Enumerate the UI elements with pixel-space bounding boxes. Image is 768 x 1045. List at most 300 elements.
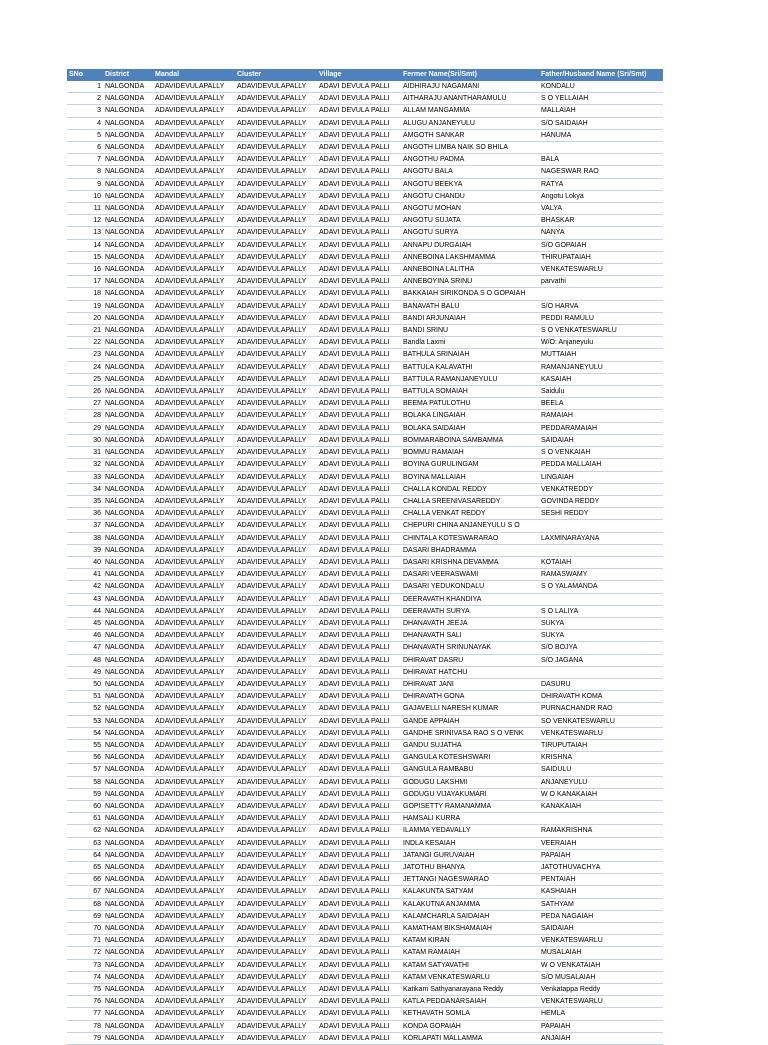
- farmer-name-cell[interactable]: BATTULA KALAVATHI: [401, 361, 539, 373]
- farmer-name-cell[interactable]: BATHULA SRINAIAH: [401, 349, 539, 361]
- farmer-name-cell[interactable]: KATAM KIRAN: [401, 935, 539, 947]
- district-cell[interactable]: NALGONDA: [103, 178, 153, 190]
- sno-cell[interactable]: 7: [67, 154, 103, 166]
- farmer-name-cell[interactable]: DEERAVATH SURYA: [401, 605, 539, 617]
- village-cell[interactable]: ADAVI DEVULA PALLI: [317, 373, 401, 385]
- sno-cell[interactable]: 1: [67, 81, 103, 93]
- mandal-cell[interactable]: ADAVIDEVULAPALLY: [153, 910, 235, 922]
- district-cell[interactable]: NALGONDA: [103, 300, 153, 312]
- mandal-cell[interactable]: ADAVIDEVULAPALLY: [153, 654, 235, 666]
- mandal-cell[interactable]: ADAVIDEVULAPALLY: [153, 703, 235, 715]
- sno-cell[interactable]: 68: [67, 898, 103, 910]
- father-husband-name-cell[interactable]: KOTAIAH: [539, 556, 663, 568]
- sno-cell[interactable]: 23: [67, 349, 103, 361]
- mandal-cell[interactable]: ADAVIDEVULAPALLY: [153, 459, 235, 471]
- district-cell[interactable]: NALGONDA: [103, 166, 153, 178]
- cluster-cell[interactable]: ADAVIDEVULAPALLY: [235, 971, 317, 983]
- cluster-cell[interactable]: ADAVIDEVULAPALLY: [235, 703, 317, 715]
- sno-cell[interactable]: 27: [67, 398, 103, 410]
- father-husband-name-cell[interactable]: PEDDARAMAIAH: [539, 422, 663, 434]
- farmer-name-cell[interactable]: CHALLA KONDAL REDDY: [401, 483, 539, 495]
- father-husband-name-cell[interactable]: SATHYAM: [539, 898, 663, 910]
- mandal-cell[interactable]: ADAVIDEVULAPALLY: [153, 678, 235, 690]
- sno-cell[interactable]: 14: [67, 239, 103, 251]
- cluster-cell[interactable]: ADAVIDEVULAPALLY: [235, 215, 317, 227]
- mandal-cell[interactable]: ADAVIDEVULAPALLY: [153, 886, 235, 898]
- village-cell[interactable]: ADAVI DEVULA PALLI: [317, 264, 401, 276]
- father-husband-name-cell[interactable]: KASAIAH: [539, 373, 663, 385]
- farmer-name-cell[interactable]: DHANAVATH SALI: [401, 630, 539, 642]
- cluster-cell[interactable]: ADAVIDEVULAPALLY: [235, 154, 317, 166]
- district-cell[interactable]: NALGONDA: [103, 971, 153, 983]
- mandal-cell[interactable]: ADAVIDEVULAPALLY: [153, 520, 235, 532]
- mandal-cell[interactable]: ADAVIDEVULAPALLY: [153, 715, 235, 727]
- farmer-name-cell[interactable]: DEERAVATH KHANDIYA: [401, 593, 539, 605]
- farmer-name-cell[interactable]: ANGOTU CHANDU: [401, 190, 539, 202]
- district-cell[interactable]: NALGONDA: [103, 434, 153, 446]
- sno-cell[interactable]: 42: [67, 581, 103, 593]
- village-cell[interactable]: ADAVI DEVULA PALLI: [317, 593, 401, 605]
- sno-cell[interactable]: 26: [67, 386, 103, 398]
- district-cell[interactable]: NALGONDA: [103, 142, 153, 154]
- father-husband-name-cell[interactable]: VENKATESWARLU: [539, 264, 663, 276]
- father-husband-name-cell[interactable]: S O VENKATESWARLU: [539, 325, 663, 337]
- cluster-cell[interactable]: ADAVIDEVULAPALLY: [235, 276, 317, 288]
- district-cell[interactable]: NALGONDA: [103, 678, 153, 690]
- mandal-cell[interactable]: ADAVIDEVULAPALLY: [153, 166, 235, 178]
- father-husband-name-cell[interactable]: VENKATESWARLU: [539, 727, 663, 739]
- village-cell[interactable]: ADAVI DEVULA PALLI: [317, 849, 401, 861]
- district-cell[interactable]: NALGONDA: [103, 556, 153, 568]
- district-cell[interactable]: NALGONDA: [103, 862, 153, 874]
- farmer-name-cell[interactable]: AIDHIRAJU NAGAMANI: [401, 81, 539, 93]
- cluster-cell[interactable]: ADAVIDEVULAPALLY: [235, 617, 317, 629]
- district-cell[interactable]: NALGONDA: [103, 752, 153, 764]
- farmer-name-cell[interactable]: ANGOTU BEEKYA: [401, 178, 539, 190]
- father-husband-name-cell[interactable]: GOVINDA REDDY: [539, 495, 663, 507]
- village-cell[interactable]: ADAVI DEVULA PALLI: [317, 251, 401, 263]
- cluster-cell[interactable]: ADAVIDEVULAPALLY: [235, 581, 317, 593]
- mandal-cell[interactable]: ADAVIDEVULAPALLY: [153, 862, 235, 874]
- sno-cell[interactable]: 59: [67, 788, 103, 800]
- father-husband-name-cell[interactable]: S/O GOPAIAH: [539, 239, 663, 251]
- mandal-cell[interactable]: ADAVIDEVULAPALLY: [153, 1020, 235, 1032]
- cluster-cell[interactable]: ADAVIDEVULAPALLY: [235, 691, 317, 703]
- father-husband-name-cell[interactable]: BEELA: [539, 398, 663, 410]
- column-header-mandal[interactable]: Mandal: [153, 69, 235, 81]
- father-husband-name-cell[interactable]: PEDDI RAMULU: [539, 312, 663, 324]
- cluster-cell[interactable]: ADAVIDEVULAPALLY: [235, 752, 317, 764]
- cluster-cell[interactable]: ADAVIDEVULAPALLY: [235, 788, 317, 800]
- village-cell[interactable]: ADAVI DEVULA PALLI: [317, 117, 401, 129]
- cluster-cell[interactable]: ADAVIDEVULAPALLY: [235, 520, 317, 532]
- sno-cell[interactable]: 39: [67, 544, 103, 556]
- sno-cell[interactable]: 53: [67, 715, 103, 727]
- father-husband-name-cell[interactable]: KONDALU: [539, 81, 663, 93]
- district-cell[interactable]: NALGONDA: [103, 581, 153, 593]
- cluster-cell[interactable]: ADAVIDEVULAPALLY: [235, 532, 317, 544]
- cluster-cell[interactable]: ADAVIDEVULAPALLY: [235, 813, 317, 825]
- sno-cell[interactable]: 78: [67, 1020, 103, 1032]
- cluster-cell[interactable]: ADAVIDEVULAPALLY: [235, 642, 317, 654]
- father-husband-name-cell[interactable]: NANYA: [539, 227, 663, 239]
- mandal-cell[interactable]: ADAVIDEVULAPALLY: [153, 361, 235, 373]
- cluster-cell[interactable]: ADAVIDEVULAPALLY: [235, 373, 317, 385]
- district-cell[interactable]: NALGONDA: [103, 569, 153, 581]
- father-husband-name-cell[interactable]: RAMAIAH: [539, 410, 663, 422]
- village-cell[interactable]: ADAVI DEVULA PALLI: [317, 215, 401, 227]
- cluster-cell[interactable]: ADAVIDEVULAPALLY: [235, 410, 317, 422]
- sno-cell[interactable]: 73: [67, 959, 103, 971]
- farmer-name-cell[interactable]: BATTULA SOMAIAH: [401, 386, 539, 398]
- father-husband-name-cell[interactable]: SAIDAIAH: [539, 923, 663, 935]
- village-cell[interactable]: ADAVI DEVULA PALLI: [317, 569, 401, 581]
- father-husband-name-cell[interactable]: MALLAIAH: [539, 105, 663, 117]
- sno-cell[interactable]: 57: [67, 764, 103, 776]
- sno-cell[interactable]: 72: [67, 947, 103, 959]
- cluster-cell[interactable]: ADAVIDEVULAPALLY: [235, 227, 317, 239]
- father-husband-name-cell[interactable]: LINGAIAH: [539, 471, 663, 483]
- village-cell[interactable]: ADAVI DEVULA PALLI: [317, 813, 401, 825]
- village-cell[interactable]: ADAVI DEVULA PALLI: [317, 471, 401, 483]
- mandal-cell[interactable]: ADAVIDEVULAPALLY: [153, 239, 235, 251]
- cluster-cell[interactable]: ADAVIDEVULAPALLY: [235, 654, 317, 666]
- sno-cell[interactable]: 62: [67, 825, 103, 837]
- father-husband-name-cell[interactable]: RAMASWAMY: [539, 569, 663, 581]
- cluster-cell[interactable]: ADAVIDEVULAPALLY: [235, 544, 317, 556]
- cluster-cell[interactable]: ADAVIDEVULAPALLY: [235, 935, 317, 947]
- district-cell[interactable]: NALGONDA: [103, 410, 153, 422]
- mandal-cell[interactable]: ADAVIDEVULAPALLY: [153, 203, 235, 215]
- sno-cell[interactable]: 31: [67, 447, 103, 459]
- cluster-cell[interactable]: ADAVIDEVULAPALLY: [235, 862, 317, 874]
- father-husband-name-cell[interactable]: VENKATREDDY: [539, 483, 663, 495]
- farmer-name-cell[interactable]: AITHARAJU ANANTHARAMULU: [401, 93, 539, 105]
- father-husband-name-cell[interactable]: PEDA NAGAIAH: [539, 910, 663, 922]
- farmer-name-cell[interactable]: ALUGU ANJANEYULU: [401, 117, 539, 129]
- father-husband-name-cell[interactable]: SAIDAIAH: [539, 434, 663, 446]
- father-husband-name-cell[interactable]: PAPAIAH: [539, 849, 663, 861]
- sno-cell[interactable]: 13: [67, 227, 103, 239]
- mandal-cell[interactable]: ADAVIDEVULAPALLY: [153, 935, 235, 947]
- column-header-district[interactable]: District: [103, 69, 153, 81]
- district-cell[interactable]: NALGONDA: [103, 520, 153, 532]
- district-cell[interactable]: NALGONDA: [103, 654, 153, 666]
- district-cell[interactable]: NALGONDA: [103, 886, 153, 898]
- district-cell[interactable]: NALGONDA: [103, 422, 153, 434]
- cluster-cell[interactable]: ADAVIDEVULAPALLY: [235, 422, 317, 434]
- father-husband-name-cell[interactable]: [539, 142, 663, 154]
- farmer-name-cell[interactable]: ANGOTU BALA: [401, 166, 539, 178]
- farmer-name-cell[interactable]: GANDE APPAIAH: [401, 715, 539, 727]
- father-husband-name-cell[interactable]: [539, 813, 663, 825]
- village-cell[interactable]: ADAVI DEVULA PALLI: [317, 947, 401, 959]
- district-cell[interactable]: NALGONDA: [103, 532, 153, 544]
- cluster-cell[interactable]: ADAVIDEVULAPALLY: [235, 1032, 317, 1044]
- cluster-cell[interactable]: ADAVIDEVULAPALLY: [235, 300, 317, 312]
- sno-cell[interactable]: 10: [67, 190, 103, 202]
- district-cell[interactable]: NALGONDA: [103, 105, 153, 117]
- farmer-name-cell[interactable]: ANGOTHU PADMA: [401, 154, 539, 166]
- father-husband-name-cell[interactable]: VENKATESWARLU: [539, 935, 663, 947]
- farmer-name-cell[interactable]: BATTULA RAMANJANEYULU: [401, 373, 539, 385]
- district-cell[interactable]: NALGONDA: [103, 544, 153, 556]
- mandal-cell[interactable]: ADAVIDEVULAPALLY: [153, 984, 235, 996]
- district-cell[interactable]: NALGONDA: [103, 935, 153, 947]
- sno-cell[interactable]: 37: [67, 520, 103, 532]
- father-husband-name-cell[interactable]: NAGESWAR RAO: [539, 166, 663, 178]
- district-cell[interactable]: NALGONDA: [103, 923, 153, 935]
- village-cell[interactable]: ADAVI DEVULA PALLI: [317, 739, 401, 751]
- cluster-cell[interactable]: ADAVIDEVULAPALLY: [235, 166, 317, 178]
- village-cell[interactable]: ADAVI DEVULA PALLI: [317, 800, 401, 812]
- village-cell[interactable]: ADAVI DEVULA PALLI: [317, 654, 401, 666]
- father-husband-name-cell[interactable]: SUKYA: [539, 617, 663, 629]
- sno-cell[interactable]: 48: [67, 654, 103, 666]
- mandal-cell[interactable]: ADAVIDEVULAPALLY: [153, 447, 235, 459]
- farmer-name-cell[interactable]: DASARI KRISHNA DEVAMMA: [401, 556, 539, 568]
- sno-cell[interactable]: 49: [67, 666, 103, 678]
- sno-cell[interactable]: 9: [67, 178, 103, 190]
- father-husband-name-cell[interactable]: SO VENKATESWARLU: [539, 715, 663, 727]
- farmer-name-cell[interactable]: BOYINA GURULINGAM: [401, 459, 539, 471]
- father-husband-name-cell[interactable]: JATOTHUVACHYA: [539, 862, 663, 874]
- cluster-cell[interactable]: ADAVIDEVULAPALLY: [235, 483, 317, 495]
- farmer-name-cell[interactable]: BANAVATH BALU: [401, 300, 539, 312]
- farmer-name-cell[interactable]: DHANAVATH JEEJA: [401, 617, 539, 629]
- village-cell[interactable]: ADAVI DEVULA PALLI: [317, 984, 401, 996]
- father-husband-name-cell[interactable]: PEDDA MALLAIAH: [539, 459, 663, 471]
- mandal-cell[interactable]: ADAVIDEVULAPALLY: [153, 312, 235, 324]
- sno-cell[interactable]: 76: [67, 996, 103, 1008]
- district-cell[interactable]: NALGONDA: [103, 81, 153, 93]
- father-husband-name-cell[interactable]: LAXMINARAYANA: [539, 532, 663, 544]
- farmer-name-cell[interactable]: KATLA PEDDANARSAIAH: [401, 996, 539, 1008]
- sno-cell[interactable]: 38: [67, 532, 103, 544]
- farmer-name-cell[interactable]: CHALLA VENKAT REDDY: [401, 508, 539, 520]
- cluster-cell[interactable]: ADAVIDEVULAPALLY: [235, 605, 317, 617]
- district-cell[interactable]: NALGONDA: [103, 898, 153, 910]
- district-cell[interactable]: NALGONDA: [103, 129, 153, 141]
- sno-cell[interactable]: 44: [67, 605, 103, 617]
- farmer-name-cell[interactable]: KALAKUNTA SATYAM: [401, 886, 539, 898]
- farmer-name-cell[interactable]: Katikam Sathyanarayana Reddy: [401, 984, 539, 996]
- district-cell[interactable]: NALGONDA: [103, 398, 153, 410]
- district-cell[interactable]: NALGONDA: [103, 190, 153, 202]
- mandal-cell[interactable]: ADAVIDEVULAPALLY: [153, 544, 235, 556]
- village-cell[interactable]: ADAVI DEVULA PALLI: [317, 508, 401, 520]
- father-husband-name-cell[interactable]: [539, 544, 663, 556]
- sno-cell[interactable]: 55: [67, 739, 103, 751]
- sno-cell[interactable]: 33: [67, 471, 103, 483]
- farmer-name-cell[interactable]: KORLAPATI MALLAMMA: [401, 1032, 539, 1044]
- sno-cell[interactable]: 21: [67, 325, 103, 337]
- farmer-name-cell[interactable]: CHALLA SREENIVASAREDDY: [401, 495, 539, 507]
- village-cell[interactable]: ADAVI DEVULA PALLI: [317, 556, 401, 568]
- village-cell[interactable]: ADAVI DEVULA PALLI: [317, 190, 401, 202]
- sno-cell[interactable]: 74: [67, 971, 103, 983]
- village-cell[interactable]: ADAVI DEVULA PALLI: [317, 825, 401, 837]
- sno-cell[interactable]: 63: [67, 837, 103, 849]
- farmer-name-cell[interactable]: ANGOTU SUJATA: [401, 215, 539, 227]
- mandal-cell[interactable]: ADAVIDEVULAPALLY: [153, 764, 235, 776]
- sno-cell[interactable]: 67: [67, 886, 103, 898]
- sno-cell[interactable]: 79: [67, 1032, 103, 1044]
- farmer-name-cell[interactable]: ANGOTU MOHAN: [401, 203, 539, 215]
- mandal-cell[interactable]: ADAVIDEVULAPALLY: [153, 556, 235, 568]
- father-husband-name-cell[interactable]: Angotu Lokya: [539, 190, 663, 202]
- farmer-name-cell[interactable]: Bandla Laxmi: [401, 337, 539, 349]
- mandal-cell[interactable]: ADAVIDEVULAPALLY: [153, 142, 235, 154]
- district-cell[interactable]: NALGONDA: [103, 947, 153, 959]
- cluster-cell[interactable]: ADAVIDEVULAPALLY: [235, 459, 317, 471]
- father-husband-name-cell[interactable]: S O YELLAIAH: [539, 93, 663, 105]
- father-husband-name-cell[interactable]: SUKYA: [539, 630, 663, 642]
- mandal-cell[interactable]: ADAVIDEVULAPALLY: [153, 276, 235, 288]
- sno-cell[interactable]: 40: [67, 556, 103, 568]
- farmer-name-cell[interactable]: KAMATHAM BIKSHAMAIAH: [401, 923, 539, 935]
- cluster-cell[interactable]: ADAVIDEVULAPALLY: [235, 593, 317, 605]
- farmer-name-cell[interactable]: DASARI BHADRAMMA: [401, 544, 539, 556]
- district-cell[interactable]: NALGONDA: [103, 910, 153, 922]
- father-husband-name-cell[interactable]: RAMANJANEYULU: [539, 361, 663, 373]
- village-cell[interactable]: ADAVI DEVULA PALLI: [317, 300, 401, 312]
- cluster-cell[interactable]: ADAVIDEVULAPALLY: [235, 239, 317, 251]
- mandal-cell[interactable]: ADAVIDEVULAPALLY: [153, 386, 235, 398]
- sno-cell[interactable]: 71: [67, 935, 103, 947]
- column-header-village[interactable]: Village: [317, 69, 401, 81]
- district-cell[interactable]: NALGONDA: [103, 800, 153, 812]
- sno-cell[interactable]: 6: [67, 142, 103, 154]
- village-cell[interactable]: ADAVI DEVULA PALLI: [317, 691, 401, 703]
- district-cell[interactable]: NALGONDA: [103, 154, 153, 166]
- farmer-name-cell[interactable]: GANGULA KOTESHSWARI: [401, 752, 539, 764]
- cluster-cell[interactable]: ADAVIDEVULAPALLY: [235, 678, 317, 690]
- village-cell[interactable]: ADAVI DEVULA PALLI: [317, 788, 401, 800]
- mandal-cell[interactable]: ADAVIDEVULAPALLY: [153, 727, 235, 739]
- district-cell[interactable]: NALGONDA: [103, 849, 153, 861]
- cluster-cell[interactable]: ADAVIDEVULAPALLY: [235, 471, 317, 483]
- cluster-cell[interactable]: ADAVIDEVULAPALLY: [235, 495, 317, 507]
- district-cell[interactable]: NALGONDA: [103, 471, 153, 483]
- cluster-cell[interactable]: ADAVIDEVULAPALLY: [235, 93, 317, 105]
- sno-cell[interactable]: 32: [67, 459, 103, 471]
- district-cell[interactable]: NALGONDA: [103, 361, 153, 373]
- village-cell[interactable]: ADAVI DEVULA PALLI: [317, 386, 401, 398]
- sno-cell[interactable]: 43: [67, 593, 103, 605]
- father-husband-name-cell[interactable]: DHIRAVATH KOMA: [539, 691, 663, 703]
- cluster-cell[interactable]: ADAVIDEVULAPALLY: [235, 984, 317, 996]
- farmer-name-cell[interactable]: JETTANGI NAGESWARAO: [401, 874, 539, 886]
- father-husband-name-cell[interactable]: SESHI REDDY: [539, 508, 663, 520]
- father-husband-name-cell[interactable]: VENKATESWARLU: [539, 996, 663, 1008]
- village-cell[interactable]: ADAVI DEVULA PALLI: [317, 544, 401, 556]
- farmer-name-cell[interactable]: BOLAKA LINGAIAH: [401, 410, 539, 422]
- column-header-cluster[interactable]: Cluster: [235, 69, 317, 81]
- mandal-cell[interactable]: ADAVIDEVULAPALLY: [153, 117, 235, 129]
- mandal-cell[interactable]: ADAVIDEVULAPALLY: [153, 898, 235, 910]
- cluster-cell[interactable]: ADAVIDEVULAPALLY: [235, 386, 317, 398]
- sno-cell[interactable]: 36: [67, 508, 103, 520]
- farmer-name-cell[interactable]: BOMMARABOINA SAMBAMMA: [401, 434, 539, 446]
- mandal-cell[interactable]: ADAVIDEVULAPALLY: [153, 923, 235, 935]
- district-cell[interactable]: NALGONDA: [103, 825, 153, 837]
- cluster-cell[interactable]: ADAVIDEVULAPALLY: [235, 337, 317, 349]
- mandal-cell[interactable]: ADAVIDEVULAPALLY: [153, 849, 235, 861]
- district-cell[interactable]: NALGONDA: [103, 508, 153, 520]
- farmer-name-cell[interactable]: BAKKAIAH SIRIKONDA S O GOPAIAH: [401, 288, 539, 300]
- farmer-name-cell[interactable]: GANDHE SRINIVASA RAO S O VENK: [401, 727, 539, 739]
- father-husband-name-cell[interactable]: HANUMA: [539, 129, 663, 141]
- farmer-name-cell[interactable]: GOPISETTY RAMANAMMA: [401, 800, 539, 812]
- village-cell[interactable]: ADAVI DEVULA PALLI: [317, 422, 401, 434]
- farmer-name-cell[interactable]: ANGOTU SURYA: [401, 227, 539, 239]
- village-cell[interactable]: ADAVI DEVULA PALLI: [317, 752, 401, 764]
- farmer-name-cell[interactable]: BEEMA PATULOTHU: [401, 398, 539, 410]
- mandal-cell[interactable]: ADAVIDEVULAPALLY: [153, 788, 235, 800]
- sno-cell[interactable]: 15: [67, 251, 103, 263]
- sno-cell[interactable]: 41: [67, 569, 103, 581]
- cluster-cell[interactable]: ADAVIDEVULAPALLY: [235, 398, 317, 410]
- district-cell[interactable]: NALGONDA: [103, 874, 153, 886]
- farmer-name-cell[interactable]: KONDA GOPAIAH: [401, 1020, 539, 1032]
- district-cell[interactable]: NALGONDA: [103, 288, 153, 300]
- sno-cell[interactable]: 28: [67, 410, 103, 422]
- village-cell[interactable]: ADAVI DEVULA PALLI: [317, 434, 401, 446]
- cluster-cell[interactable]: ADAVIDEVULAPALLY: [235, 556, 317, 568]
- mandal-cell[interactable]: ADAVIDEVULAPALLY: [153, 178, 235, 190]
- father-husband-name-cell[interactable]: S/O MUSALAIAH: [539, 971, 663, 983]
- village-cell[interactable]: ADAVI DEVULA PALLI: [317, 337, 401, 349]
- farmer-name-cell[interactable]: ANNEBOINA LALITHA: [401, 264, 539, 276]
- district-cell[interactable]: NALGONDA: [103, 447, 153, 459]
- sno-cell[interactable]: 24: [67, 361, 103, 373]
- cluster-cell[interactable]: ADAVIDEVULAPALLY: [235, 666, 317, 678]
- mandal-cell[interactable]: ADAVIDEVULAPALLY: [153, 691, 235, 703]
- village-cell[interactable]: ADAVI DEVULA PALLI: [317, 349, 401, 361]
- father-husband-name-cell[interactable]: BALA: [539, 154, 663, 166]
- district-cell[interactable]: NALGONDA: [103, 666, 153, 678]
- mandal-cell[interactable]: ADAVIDEVULAPALLY: [153, 190, 235, 202]
- father-husband-name-cell[interactable]: S/O HARVA: [539, 300, 663, 312]
- mandal-cell[interactable]: ADAVIDEVULAPALLY: [153, 971, 235, 983]
- district-cell[interactable]: NALGONDA: [103, 239, 153, 251]
- district-cell[interactable]: NALGONDA: [103, 691, 153, 703]
- farmer-name-cell[interactable]: ALLAM MANGAMMA: [401, 105, 539, 117]
- mandal-cell[interactable]: ADAVIDEVULAPALLY: [153, 410, 235, 422]
- cluster-cell[interactable]: ADAVIDEVULAPALLY: [235, 837, 317, 849]
- mandal-cell[interactable]: ADAVIDEVULAPALLY: [153, 422, 235, 434]
- cluster-cell[interactable]: ADAVIDEVULAPALLY: [235, 81, 317, 93]
- district-cell[interactable]: NALGONDA: [103, 593, 153, 605]
- district-cell[interactable]: NALGONDA: [103, 837, 153, 849]
- cluster-cell[interactable]: ADAVIDEVULAPALLY: [235, 910, 317, 922]
- sno-cell[interactable]: 75: [67, 984, 103, 996]
- sno-cell[interactable]: 19: [67, 300, 103, 312]
- sno-cell[interactable]: 52: [67, 703, 103, 715]
- village-cell[interactable]: ADAVI DEVULA PALLI: [317, 617, 401, 629]
- cluster-cell[interactable]: ADAVIDEVULAPALLY: [235, 959, 317, 971]
- district-cell[interactable]: NALGONDA: [103, 739, 153, 751]
- district-cell[interactable]: NALGONDA: [103, 203, 153, 215]
- district-cell[interactable]: NALGONDA: [103, 386, 153, 398]
- village-cell[interactable]: ADAVI DEVULA PALLI: [317, 776, 401, 788]
- village-cell[interactable]: ADAVI DEVULA PALLI: [317, 678, 401, 690]
- sno-cell[interactable]: 50: [67, 678, 103, 690]
- mandal-cell[interactable]: ADAVIDEVULAPALLY: [153, 752, 235, 764]
- father-husband-name-cell[interactable]: PURNACHANDR RAO: [539, 703, 663, 715]
- cluster-cell[interactable]: ADAVIDEVULAPALLY: [235, 361, 317, 373]
